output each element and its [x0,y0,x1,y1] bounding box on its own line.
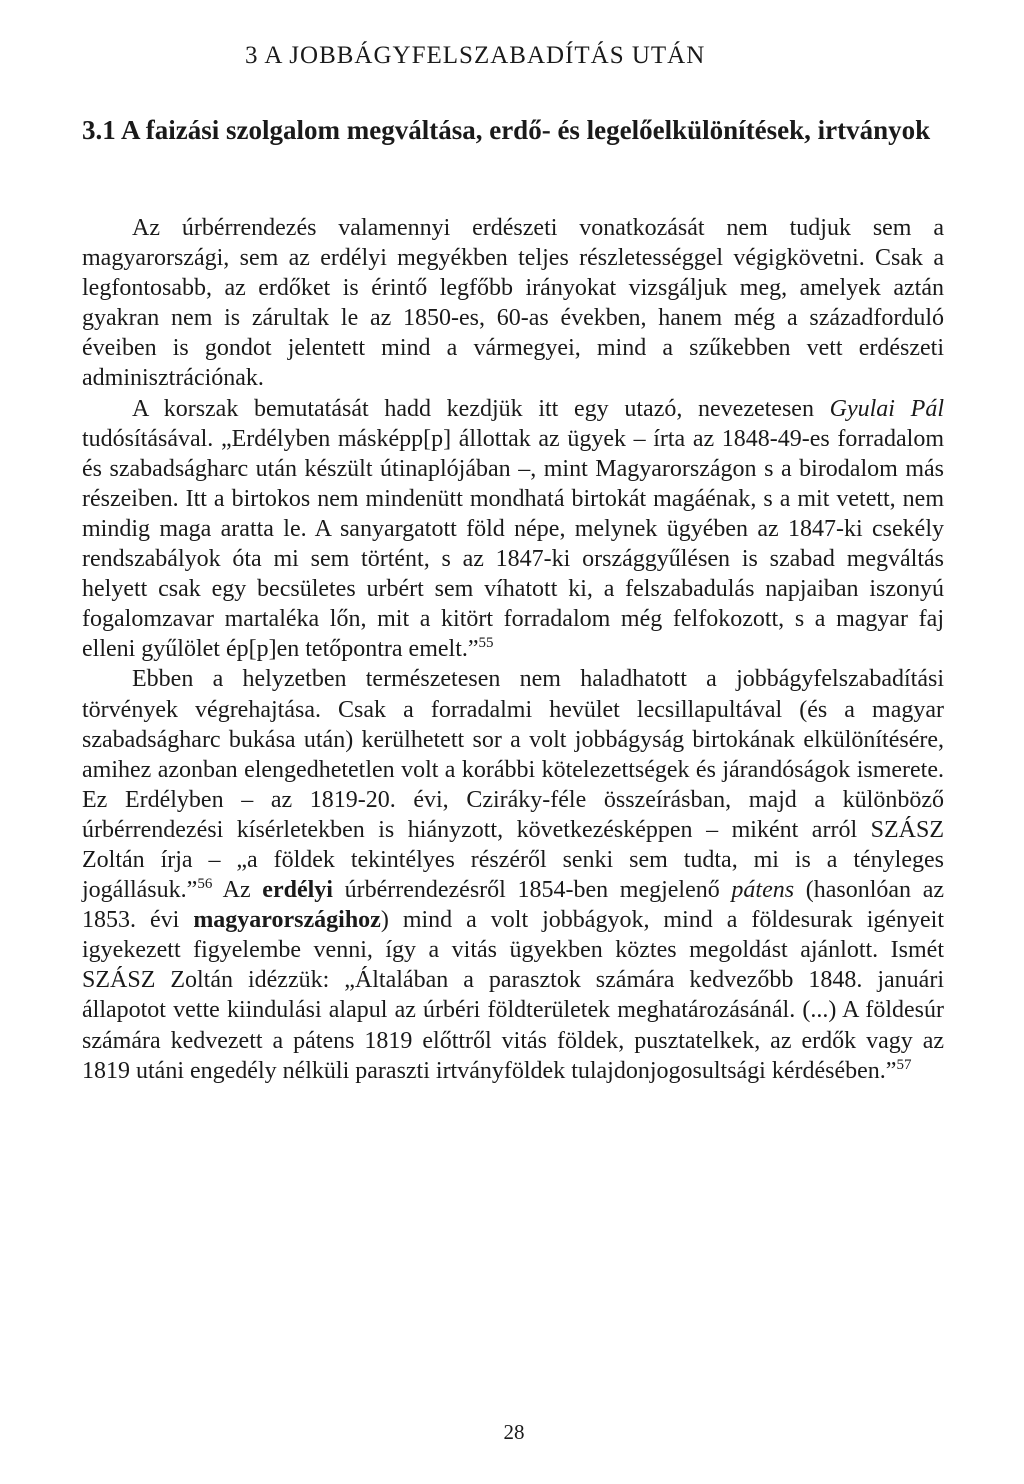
body-text [82,213,944,1086]
paragraph-3: Ebben a helyzetben természetesen nem haladhatott a jobbágyfelszabadítási törvények végrehajtása. Csak a forradalmi hevület lecsillapultával (és a magyar szabadságharc bukása után) kerülhetett sor a volt jobbágyság birtokának elkülönítésére, amihez azonban elengedhetetlen volt a korábbi kötelezettségek és járandóságok ismerete. Ez Erdélyben – az 1819-20. évi, Cziráky-féle összeírásban, majd a különböző úrbérrendezési kísérletekben is hiányzott, következésképpen – miként arról SZÁSZ Zoltán írja – „a földek tekintélyes részéről senki sem tudta, mi is a tényleges jogállásuk.”$^{56}$ Az erdélyi úrbérrendezésről 1854-ben megjelenő pátens (hasonlóan az 1853. évi magyarországihoz) mind a volt jobbágyok, mind a földesurak igényeit igyekezett figyelembe venni, így a vitás ügyekben köztes megoldást ajánlott. Ismét SZÁSZ Zoltán idézzük: „Általában a parasztok számára kedvezőbb 1848. januári állapotot vette kiindulási alapul az úrbéri földterületek meghatározásánál. (...) A földesúr számára kedvezett a pátens 1819 előttről vitás földek, pusztatelkek, az erdők vagy az 1819 utáni engedély nélküli paraszti irtványföldek tulajdonjogosultsági kérdésében.”$^{57}$ [82,666,944,1084]
page-number: 28 [503,1420,525,1444]
section-title: 3.1 A faizási szolgalom megváltása, erdő- és legelőelkülönítések, irtványok [82,115,931,145]
footnote-ref-56: 56 [197,876,213,893]
footnote-ref-57: 57 [896,1056,912,1073]
paragraph-1: Az úrbérrendezés valamennyi erdészeti vonatkozását nem tudjuk sem a magyarországi, sem az erdélyi megyékben teljes részletességgel végigkövetni. Csak a legfontosabb, az erdőket is érintő legfőbb irányokat vizsgáljuk meg, amelyek aztán gyakran nem is zárultak le az 1850-es, 60-as években, hanem még a századforduló éveiben is gondot jelentett mind a vármegyei, mind a szűkebben vett erdészeti adminisztrációnak. [82,215,944,392]
footnote-ref-55: 55 [478,635,494,652]
author-name: Gyulai Pál [829,395,944,422]
chapter-title: 3 A JOBBÁGYFELSZABADÍTÁS UTÁN [245,42,706,69]
paragraph-2: A korszak bemutatását hadd kezdjük itt egy utazó, nevezetesen Gyulai Pál tudósításával. „Erdélyben másképp[p] állottak az ügyek – írta az 1848-49-es forradalom és szabadságharc után készült útinaplójában –, mint Magyarországon s a birodalom más részeiben. Itt a birtokos nem mindenütt mondhatá birtokát magáénak, s a mit vetett, nem mindig maga aratta le. A sanyargatott föld népe, melynek ügyében az 1847-ki csekély rendszabályok óta mi sem történt, s az 1847-ki országgyűlésen is szabad megváltás helyett csak egy becsületes urbért sem víhatott ki, a felszabadulás napjaiban iszonyú fogalomzavar martaléka lőn, mit a kitört forradalom még felfokozott, s a magyar faj elleni gyűlölet ép[p]en tetőpontra emelt.”$^{55}$ [82,395,944,663]
